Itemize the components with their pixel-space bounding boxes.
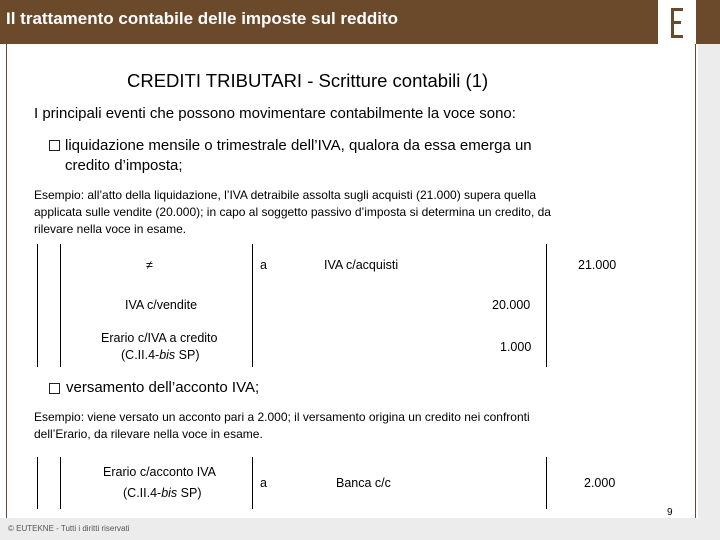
copyright-text: © EUTEKNE - Tutti i diritti riservati <box>8 524 130 533</box>
journal-1-rule-left-2 <box>60 244 61 367</box>
journal-2-rule-left-2 <box>60 457 61 509</box>
example-1-line-1: Esempio: all’atto della liquidazione, l’IVA detraibile assolta sugli acquisti (21.000) supera quella <box>34 188 537 202</box>
not-equal-symbol: ≠ <box>146 258 153 272</box>
checkbox-bullet-icon <box>49 140 60 151</box>
journal-1-a-label: a <box>260 258 267 272</box>
bullet-2-text: versamento dell’acconto IVA; <box>66 379 260 396</box>
journal-1-row-2-account: IVA c/vendite <box>125 298 198 312</box>
slide-heading: CREDITI TRIBUTARI - Scritture contabili (1) <box>127 70 489 91</box>
journal-2-rule-right <box>546 457 547 509</box>
example-1-line-2: applicata sulle vendite (20.000); in capo al soggetto passivo d’imposta si determina un credito, da <box>34 205 551 219</box>
journal-2-amount: 2.000 <box>584 476 616 490</box>
side-strip <box>698 44 720 518</box>
journal-1-rule-right <box>546 244 547 367</box>
journal-1-row-3-amount: 1.000 <box>500 340 532 354</box>
journal-2-rule-mid <box>252 457 253 509</box>
checkbox-bullet-icon <box>49 383 60 394</box>
example-2-line-1: Esempio: viene versato un acconto pari a 2.000; il versamento origina un credito nei confronti <box>34 410 530 424</box>
intro-text: I principali eventi che possono movimentare contabilmente la voce sono: <box>34 105 516 122</box>
journal-2-debit-reference: (C.II.4-bis SP) <box>123 486 202 500</box>
eutekne-logo <box>658 0 696 44</box>
journal-2-a-label: a <box>260 476 267 490</box>
journal-1-rule-mid <box>252 244 253 367</box>
bullet-1-line-2: credito d’imposta; <box>65 157 183 174</box>
journal-1-row-3-account: Erario c/IVA a credito <box>101 331 218 345</box>
journal-1-row-3-reference: (C.II.4-bis SP) <box>121 348 200 362</box>
example-1-line-3: rilevare nella voce in esame. <box>34 222 187 236</box>
journal-1-row-2-amount: 20.000 <box>492 298 531 312</box>
example-2-line-2: dell’Erario, da rilevare nella voce in esame. <box>34 427 263 441</box>
journal-2-debit-account: Erario c/acconto IVA <box>103 465 217 479</box>
journal-1-credit-amount: 21.000 <box>578 258 617 272</box>
journal-2-rule-left <box>37 457 38 509</box>
page-number: 9 <box>667 507 673 518</box>
journal-1-credit-account: IVA c/acquisti <box>324 258 399 272</box>
journal-2-credit-account: Banca c/c <box>336 476 391 490</box>
bullet-1-line-1: liquidazione mensile o trimestrale dell’IVA, qualora da essa emerga un <box>65 137 532 154</box>
presentation-title: Il trattamento contabile delle imposte sul reddito <box>6 9 399 28</box>
journal-1-rule-left <box>37 244 38 367</box>
